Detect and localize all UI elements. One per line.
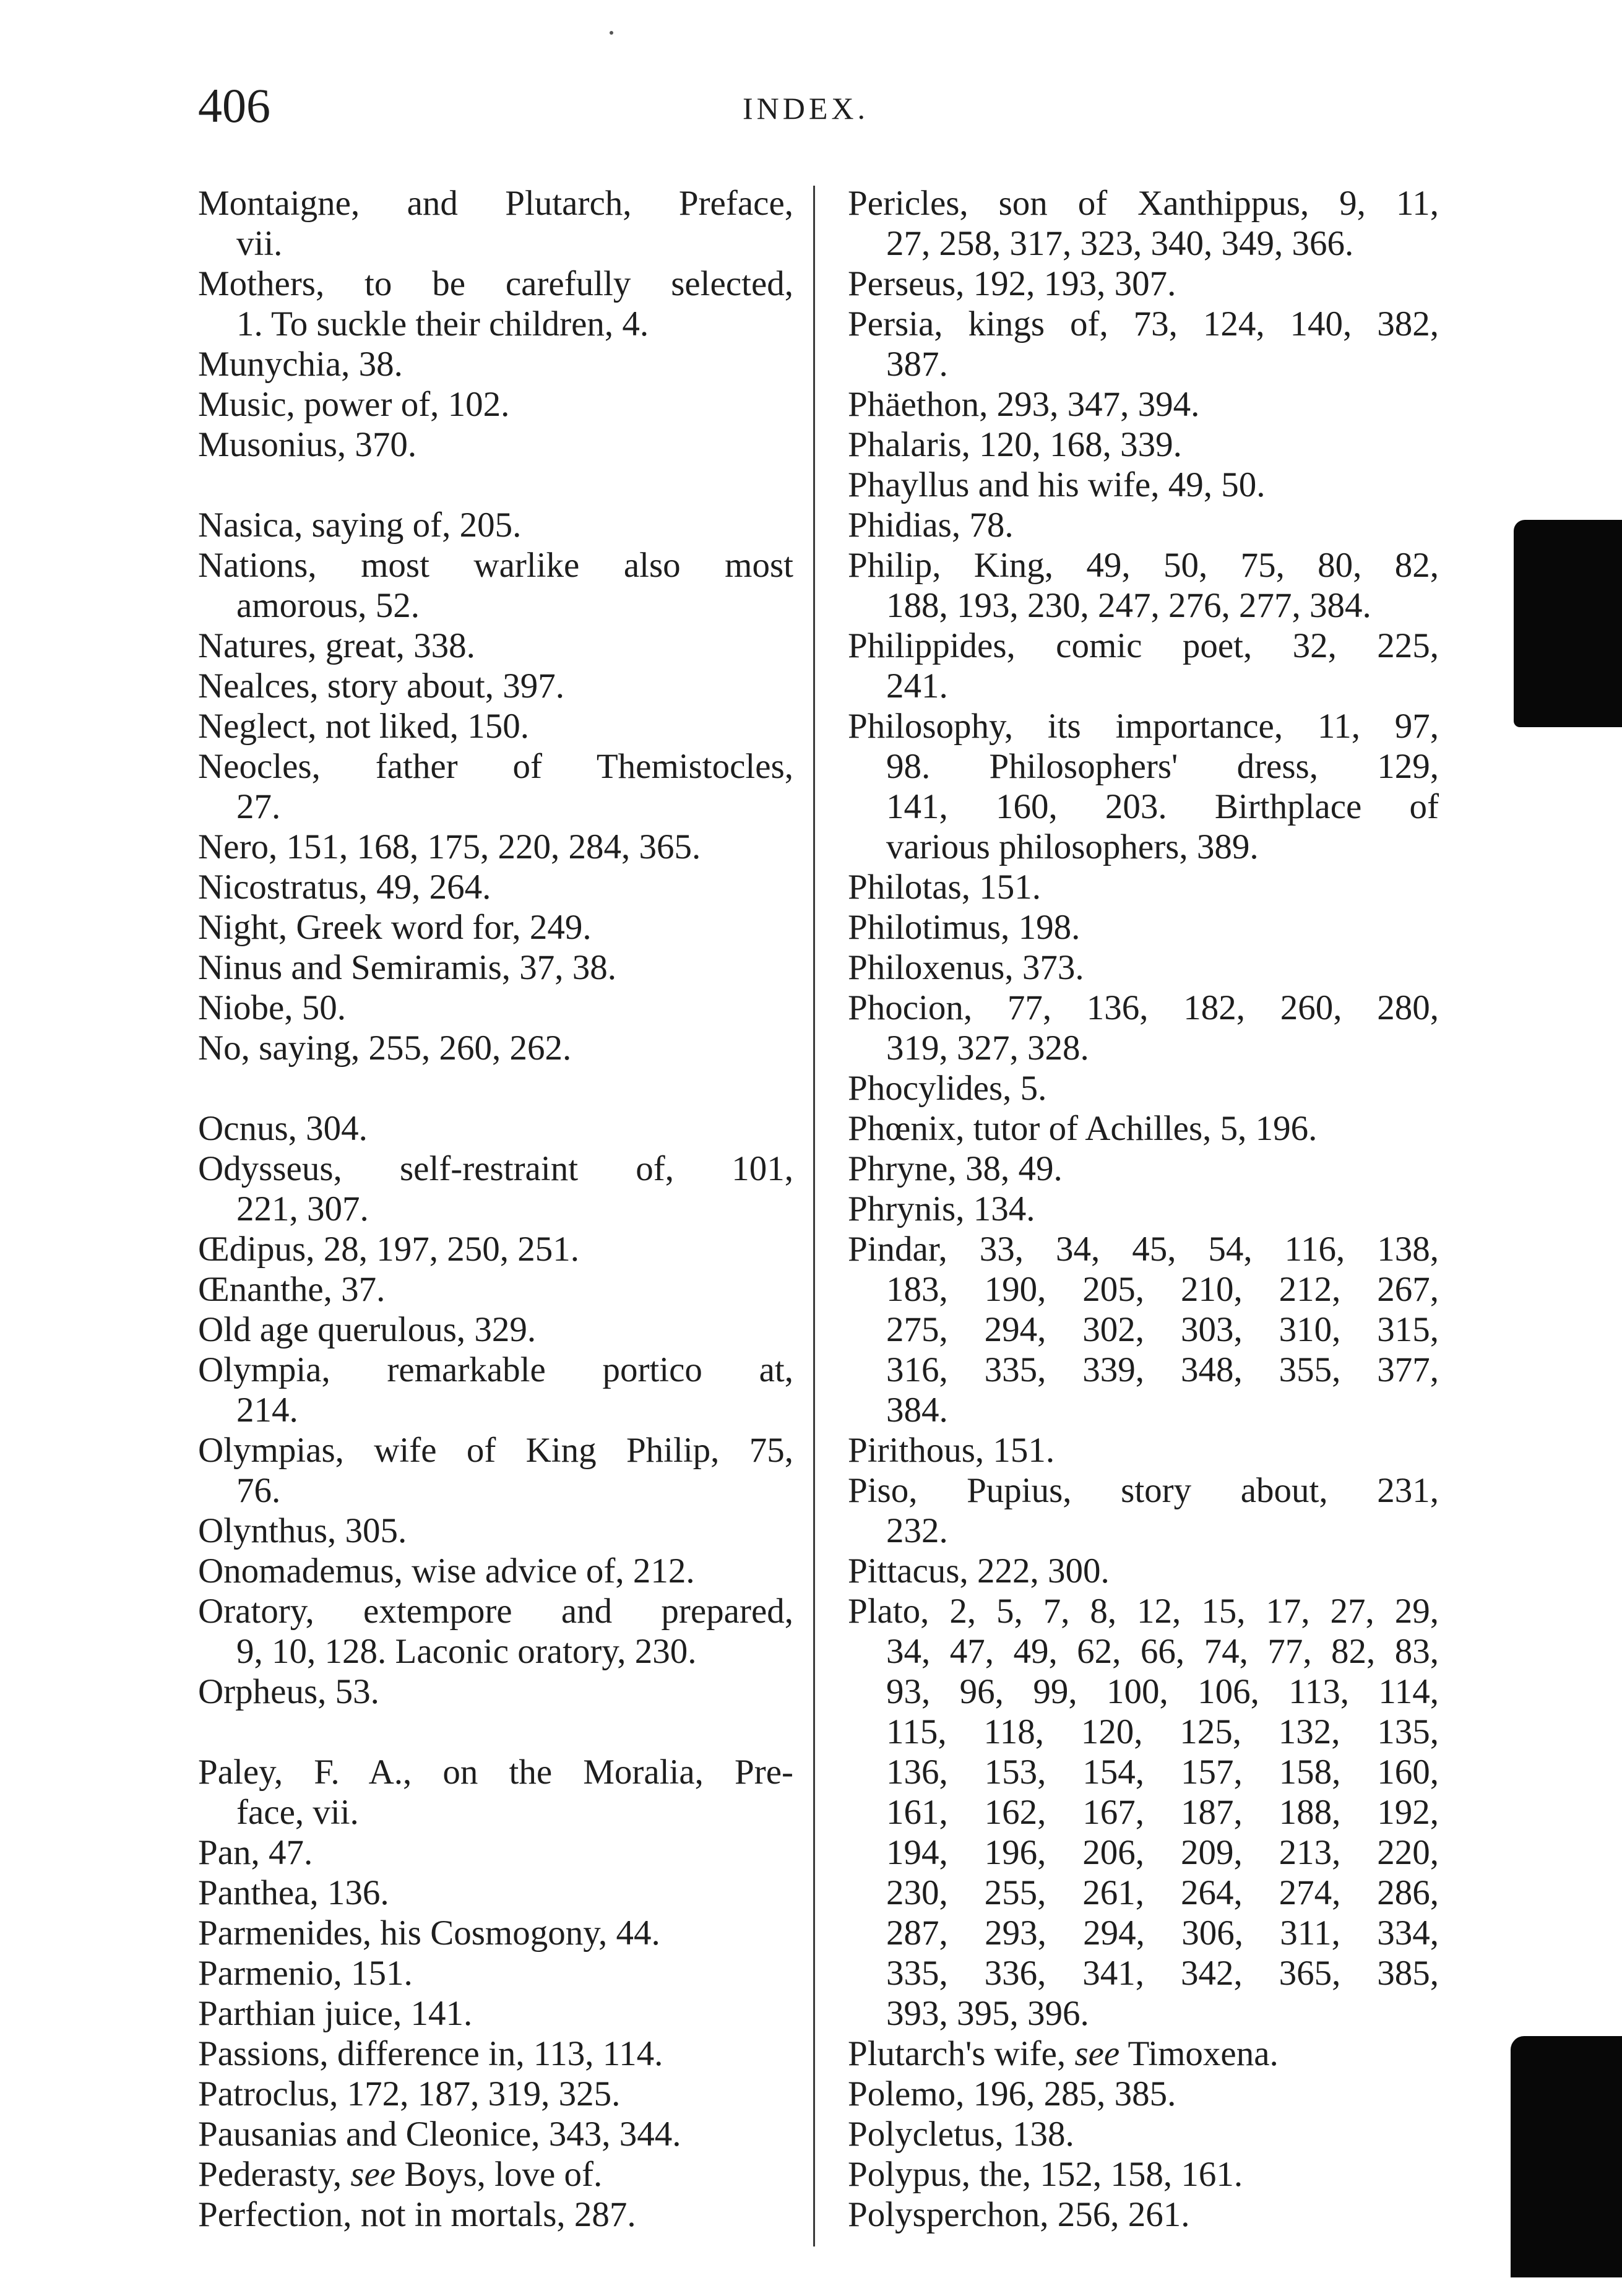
index-entry-line: Plato, 2, 5, 7, 8, 12, 15, 17, 27, 29, <box>848 1592 1439 1631</box>
index-entry-continuation: 335, 336, 341, 342, 365, 385, <box>886 1954 1439 1993</box>
index-entry <box>198 1873 793 1913</box>
index-entry <box>198 1430 793 1511</box>
index-entry <box>848 384 1439 425</box>
index-entry <box>198 867 793 907</box>
index-column-right <box>848 183 1439 2235</box>
index-entry <box>848 1551 1439 1591</box>
index-entry-line: Nicostratus, 49, 264. <box>198 868 491 907</box>
index-entry-line: Polycletus, 138. <box>848 2115 1074 2154</box>
index-entry-line: Phœnix, tutor of Achilles, 5, 196. <box>848 1109 1318 1148</box>
index-entry <box>848 2195 1439 2235</box>
index-entry <box>848 706 1439 867</box>
index-entry-line: Phäethon, 293, 347, 394. <box>848 385 1200 424</box>
index-entry-line: Nealces, story about, 397. <box>198 667 565 706</box>
index-entry-line: Oratory, extempore and prepared, <box>198 1592 793 1631</box>
index-entry <box>848 1068 1439 1108</box>
index-entry <box>198 2195 793 2235</box>
index-entry-line: Philosophy, its importance, 11, 97, <box>848 707 1439 746</box>
index-entry <box>848 264 1439 304</box>
index-entry-continuation: 221, 307. <box>236 1189 369 1228</box>
index-entry-line: Montaigne, and Plutarch, Preface, <box>198 184 793 223</box>
index-entry <box>198 1591 793 1672</box>
index-entry <box>198 425 793 465</box>
index-entry <box>848 2154 1439 2195</box>
index-entry <box>848 947 1439 988</box>
index-entry-line: Niobe, 50. <box>198 988 347 1027</box>
index-entry <box>198 2114 793 2154</box>
index-entry <box>198 264 793 344</box>
index-entry-continuation: 34, 47, 49, 62, 66, 74, 77, 82, 83, <box>886 1632 1439 1671</box>
index-entry <box>198 1832 793 1873</box>
index-entry <box>198 1511 793 1551</box>
index-entry <box>848 2034 1439 2074</box>
index-entry-line: Neglect, not liked, 150. <box>198 707 530 746</box>
index-entry-line: Philippides, comic poet, 32, 225, <box>848 626 1439 665</box>
index-entry <box>198 1953 793 1993</box>
index-entry-line: Piso, Pupius, story about, 231, <box>848 1471 1439 1510</box>
index-entry-continuation: 141, 160, 203. Birthplace of <box>886 787 1439 826</box>
index-entry <box>848 545 1439 626</box>
index-entry-line: Pericles, son of Xanthippus, 9, 11, <box>848 184 1439 223</box>
index-entry <box>198 1108 793 1149</box>
index-entry <box>198 666 793 706</box>
index-entry <box>198 1229 793 1269</box>
index-entry-text: Timoxena. <box>1119 2034 1279 2073</box>
index-entry <box>198 988 793 1028</box>
index-entry-line: Paley, F. A., on the Moralia, Pre- <box>198 1753 793 1792</box>
index-entry-line: Orpheus, 53. <box>198 1672 379 1711</box>
index-entry-line: Patroclus, 172, 187, 319, 325. <box>198 2074 621 2113</box>
index-entry <box>198 626 793 666</box>
index-entry <box>848 505 1439 545</box>
index-entry-line: Munychia, 38. <box>198 345 403 384</box>
index-entry-line: Pittacus, 222, 300. <box>848 1552 1110 1590</box>
index-entry <box>848 1189 1439 1229</box>
index-entry <box>198 1028 793 1068</box>
index-entry-line: Parmenio, 151. <box>198 1954 413 1993</box>
index-entry <box>848 988 1439 1068</box>
page-tab-marker-top <box>1514 520 1622 727</box>
index-entry-line: Phalaris, 120, 168, 339. <box>848 425 1182 464</box>
index-entry-line: Night, Greek word for, 249. <box>198 908 592 947</box>
index-entry <box>198 1310 793 1350</box>
section-gap <box>198 1068 793 1108</box>
index-entry <box>848 1229 1439 1430</box>
index-entry-line: Pirithous, 151. <box>848 1431 1055 1470</box>
column-divider <box>813 186 815 2246</box>
index-entry <box>198 1149 793 1229</box>
index-entry <box>198 1350 793 1430</box>
index-entry <box>198 2154 793 2195</box>
index-entry-continuation: 1. To suckle their children, 4. <box>236 304 649 343</box>
index-entry <box>198 183 793 264</box>
index-entry-line: Music, power of, 102. <box>198 385 510 424</box>
index-entry-line: Polypus, the, 152, 158, 161. <box>848 2155 1243 2194</box>
index-entry-line: Panthea, 136. <box>198 1873 389 1912</box>
index-entry <box>848 907 1439 947</box>
index-entry <box>198 545 793 626</box>
index-entry-line: Philotas, 151. <box>848 868 1041 907</box>
index-entry-line: Onomademus, wise advice of, 212. <box>198 1552 695 1590</box>
index-entry-continuation: 115, 118, 120, 125, 132, 135, <box>886 1712 1439 1751</box>
index-entry-line: Polemo, 196, 285, 385. <box>848 2074 1176 2113</box>
index-entry-continuation: 93, 96, 99, 100, 106, 113, 114, <box>886 1672 1439 1711</box>
index-entry <box>198 1269 793 1310</box>
index-entry-line: Nations, most warlike also most <box>198 546 793 585</box>
index-entry <box>198 947 793 988</box>
index-entry-continuation: various philosophers, 389. <box>886 827 1259 866</box>
index-entry-line: Pan, 47. <box>198 1833 313 1872</box>
print-speck <box>610 31 613 35</box>
index-entry-continuation: 98. Philosophers' dress, 129, <box>886 747 1439 786</box>
index-entry-line: Pausanias and Cleonice, 343, 344. <box>198 2115 681 2154</box>
index-entry <box>198 1913 793 1953</box>
index-entry <box>198 827 793 867</box>
index-entry-continuation: 232. <box>886 1511 948 1550</box>
index-entry-line: Pindar, 33, 34, 45, 54, 116, 138, <box>848 1230 1439 1269</box>
index-entry-continuation: 393, 395, 396. <box>886 1994 1089 2033</box>
index-entry <box>848 2074 1439 2114</box>
index-entry-continuation: 27, 258, 317, 323, 340, 349, 366. <box>886 224 1354 263</box>
index-entry <box>198 907 793 947</box>
page-tab-marker-bottom <box>1511 2036 1622 2277</box>
index-entry-text: Boys, love of. <box>395 2155 603 2194</box>
index-entry <box>848 183 1439 264</box>
page-number: 406 <box>198 79 270 132</box>
index-entry-line: Parmenides, his Cosmogony, 44. <box>198 1914 660 1953</box>
index-entry-line: Phidias, 78. <box>848 506 1014 545</box>
index-entry <box>198 1752 793 1832</box>
section-gap <box>198 465 793 505</box>
index-entry-line: Olynthus, 305. <box>198 1511 407 1550</box>
see-reference: see <box>1074 2034 1120 2073</box>
index-entry-continuation: 194, 196, 206, 209, 213, 220, <box>886 1833 1439 1872</box>
index-entry-line: Philip, King, 49, 50, 75, 80, 82, <box>848 546 1439 585</box>
index-entry <box>848 2114 1439 2154</box>
index-entry <box>848 465 1439 505</box>
index-entry-line: Perfection, not in mortals, 287. <box>198 2195 636 2234</box>
index-entry-line: Phrynis, 134. <box>848 1189 1035 1228</box>
index-entry <box>198 505 793 545</box>
index-entry-continuation: 161, 162, 167, 187, 188, 192, <box>886 1793 1439 1832</box>
index-entry-continuation: 230, 255, 261, 264, 274, 286, <box>886 1873 1439 1912</box>
index-entry-continuation: 214. <box>236 1391 298 1430</box>
index-entry-line: Ocnus, 304. <box>198 1109 368 1148</box>
index-entry-line: Odysseus, self-restraint of, 101, <box>198 1149 793 1188</box>
index-entry-line: Philoxenus, 373. <box>848 948 1084 987</box>
index-entry <box>198 1551 793 1591</box>
index-entry <box>848 626 1439 706</box>
index-entry <box>848 867 1439 907</box>
index-entry-line: Persia, kings of, 73, 124, 140, 382, <box>848 304 1439 343</box>
index-entry-line: Phayllus and his wife, 49, 50. <box>848 465 1266 504</box>
index-entry-continuation: 9, 10, 128. Laconic oratory, 230. <box>236 1632 697 1671</box>
index-entry-text: Pederasty, <box>198 2155 351 2194</box>
index-entry-line: No, saying, 255, 260, 262. <box>198 1029 572 1068</box>
index-entry <box>848 1430 1439 1470</box>
index-entry-line: Œdipus, 28, 197, 250, 251. <box>198 1230 579 1269</box>
index-entry-continuation: 287, 293, 294, 306, 311, 334, <box>886 1914 1439 1953</box>
index-entry-continuation: 136, 153, 154, 157, 158, 160, <box>886 1753 1439 1792</box>
index-entry-continuation: amorous, 52. <box>236 586 420 625</box>
index-entry-continuation: 27. <box>236 787 281 826</box>
index-entry-line: Nasica, saying of, 205. <box>198 506 522 545</box>
index-entry-continuation: 241. <box>886 667 948 706</box>
index-entry <box>848 1149 1439 1189</box>
index-entry-line <box>848 2034 1439 2074</box>
index-entry-continuation: 76. <box>236 1471 281 1510</box>
index-entry <box>848 1108 1439 1149</box>
index-entry <box>198 344 793 384</box>
page-title: INDEX. <box>743 91 869 126</box>
section-gap <box>198 1712 793 1752</box>
index-entry-line: Parthian juice, 141. <box>198 1994 473 2033</box>
index-entry-continuation: 275, 294, 302, 303, 310, 315, <box>886 1310 1439 1349</box>
index-entry-line: Phryne, 38, 49. <box>848 1149 1063 1188</box>
index-entry <box>848 1591 1439 2034</box>
index-entry-line: Natures, great, 338. <box>198 626 475 665</box>
index-entry-line: Nero, 151, 168, 175, 220, 284, 365. <box>198 827 701 866</box>
index-entry-line: Phocion, 77, 136, 182, 260, 280, <box>848 988 1439 1027</box>
index-entry <box>198 706 793 746</box>
index-entry-continuation: 316, 335, 339, 348, 355, 377, <box>886 1350 1439 1389</box>
index-entry <box>848 425 1439 465</box>
index-entry-line: Ninus and Semiramis, 37, 38. <box>198 948 617 987</box>
see-reference: see <box>350 2155 396 2194</box>
index-entry <box>848 1470 1439 1551</box>
index-entry-continuation: 319, 327, 328. <box>886 1029 1089 1068</box>
index-entry-line: Philotimus, 198. <box>848 908 1081 947</box>
index-entry-continuation: 387. <box>886 345 948 384</box>
index-entry-continuation: face, vii. <box>236 1793 359 1832</box>
index-entry <box>198 1993 793 2034</box>
index-entry-line: Passions, difference in, 113, 114. <box>198 2034 663 2073</box>
index-column-left <box>198 183 793 2235</box>
index-entry-line: Polysperchon, 256, 261. <box>848 2195 1190 2234</box>
index-entry-continuation: vii. <box>236 224 283 263</box>
index-entry <box>848 304 1439 384</box>
index-entry <box>198 2034 793 2074</box>
index-entry <box>198 2074 793 2114</box>
index-entry-line: Olympias, wife of King Philip, 75, <box>198 1431 793 1470</box>
index-entry-continuation: 384. <box>886 1391 948 1430</box>
index-entry-continuation: 188, 193, 230, 247, 276, 277, 384. <box>886 586 1371 625</box>
index-entry-line: Phocylides, 5. <box>848 1069 1047 1108</box>
index-entry <box>198 384 793 425</box>
index-entry-line: Mothers, to be carefully selected, <box>198 264 793 303</box>
index-entry-line: Olympia, remarkable portico at, <box>198 1350 793 1389</box>
index-entry-line: Neocles, father of Themistocles, <box>198 747 793 786</box>
index-entry <box>198 1672 793 1712</box>
index-entry-text: Plutarch's wife, <box>848 2034 1075 2073</box>
index-entry-line: Old age querulous, 329. <box>198 1310 537 1349</box>
index-entry <box>198 746 793 827</box>
index-entry-line: Perseus, 192, 193, 307. <box>848 264 1176 303</box>
index-entry-line: Œnanthe, 37. <box>198 1270 386 1309</box>
index-entry-continuation: 183, 190, 205, 210, 212, 267, <box>886 1270 1439 1309</box>
index-entry-line <box>198 2154 793 2195</box>
index-entry-line: Musonius, 370. <box>198 425 417 464</box>
